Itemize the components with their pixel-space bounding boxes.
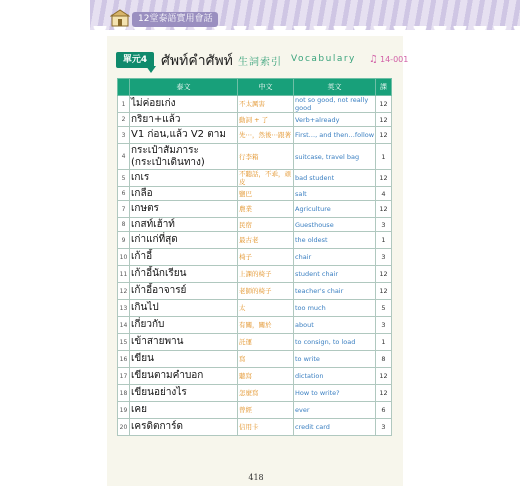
book-title: 12堂泰語實用會話 [132, 12, 218, 27]
english-meaning: suitcase, travel bag [294, 144, 376, 170]
chinese-meaning: 上課的椅子 [238, 266, 294, 283]
english-meaning: teacher's chair [294, 283, 376, 300]
thai-word: เครดิตการ์ด [130, 419, 238, 436]
thai-word: เกเร [130, 170, 238, 187]
english-meaning: salt [294, 187, 376, 201]
row-number: 6 [118, 187, 130, 201]
table-row [118, 317, 392, 334]
thai-word: เขียนตามคำบอก [130, 368, 238, 385]
thai-word: เก่าแก่ที่สุด [130, 232, 238, 249]
lesson-number: 12 [376, 201, 392, 218]
lesson-number: 12 [376, 283, 392, 300]
table-row [118, 419, 392, 436]
lesson-number: 6 [376, 402, 392, 419]
table-row [118, 334, 392, 351]
row-number: 11 [118, 266, 130, 283]
table-row [118, 368, 392, 385]
thai-word: เก้าอี้ [130, 249, 238, 266]
row-number: 12 [118, 283, 130, 300]
row-number: 16 [118, 351, 130, 368]
table-row [118, 218, 392, 232]
english-meaning: Verb+already [294, 113, 376, 127]
table-row [118, 300, 392, 317]
lesson-number: 12 [376, 266, 392, 283]
english-meaning: bad student [294, 170, 376, 187]
row-number: 9 [118, 232, 130, 249]
english-meaning: too much [294, 300, 376, 317]
badge-arrow-icon [146, 66, 156, 73]
chinese-meaning: 寫 [238, 351, 294, 368]
lesson-number: 12 [376, 96, 392, 113]
section-thai-title: ศัพท์คำศัพท์ [161, 53, 233, 69]
row-number: 10 [118, 249, 130, 266]
english-meaning: to consign, to load [294, 334, 376, 351]
table-row [118, 351, 392, 368]
thai-word: เกสท์เฮ้าท์ [130, 218, 238, 232]
chinese-meaning: 曾經 [238, 402, 294, 419]
lesson-number: 12 [376, 127, 392, 144]
table-row [118, 144, 392, 170]
table-row [118, 187, 392, 201]
table-row [118, 127, 392, 144]
table-row [118, 283, 392, 300]
lesson-number: 1 [376, 232, 392, 249]
table-row [118, 385, 392, 402]
row-number: 1 [118, 96, 130, 113]
row-number: 17 [118, 368, 130, 385]
table-row [118, 266, 392, 283]
row-number: 13 [118, 300, 130, 317]
chinese-meaning: 太 [238, 300, 294, 317]
english-meaning: Agriculture [294, 201, 376, 218]
english-meaning: How to write? [294, 385, 376, 402]
lesson-number: 4 [376, 187, 392, 201]
thai-word: เกษตร [130, 201, 238, 218]
thai-word: กริยา+แล้ว [130, 113, 238, 127]
thai-word: V1 ก่อน,แล้ว V2 ตาม [130, 127, 238, 144]
audio-track-icon[interactable]: ♫ [369, 54, 378, 65]
chinese-meaning: 最古老 [238, 232, 294, 249]
header-lesson: 課 [376, 79, 392, 96]
table-row [118, 402, 392, 419]
english-meaning: First…, and then…follow [294, 127, 376, 144]
row-number: 2 [118, 113, 130, 127]
table-row [118, 249, 392, 266]
thai-word: เกินไป [130, 300, 238, 317]
english-meaning: dictation [294, 368, 376, 385]
lesson-number: 5 [376, 300, 392, 317]
row-number: 7 [118, 201, 130, 218]
english-meaning: Guesthouse [294, 218, 376, 232]
english-meaning: student chair [294, 266, 376, 283]
english-meaning: not so good, not really good [294, 96, 376, 113]
thai-word: เกี่ยวกับ [130, 317, 238, 334]
row-number: 18 [118, 385, 130, 402]
english-meaning: the oldest [294, 232, 376, 249]
chinese-meaning: 動詞 + 了 [238, 113, 294, 127]
chinese-meaning: 不太厲害 [238, 96, 294, 113]
thai-word: ไม่ค่อยเก่ง [130, 96, 238, 113]
chinese-meaning: 不聽話，不乖，頑皮 [238, 170, 294, 187]
english-meaning: about [294, 317, 376, 334]
chinese-meaning: 農業 [238, 201, 294, 218]
lesson-number: 12 [376, 113, 392, 127]
chinese-meaning: 聽寫 [238, 368, 294, 385]
lesson-number: 3 [376, 249, 392, 266]
row-number: 4 [118, 144, 130, 170]
audio-track-code: 14-001 [380, 55, 409, 64]
table-row [118, 113, 392, 127]
lesson-number: 12 [376, 368, 392, 385]
lesson-number: 12 [376, 385, 392, 402]
lesson-number: 12 [376, 170, 392, 187]
row-number: 20 [118, 419, 130, 436]
english-meaning: credit card [294, 419, 376, 436]
thai-word: เก้าอี้อาจารย์ [130, 283, 238, 300]
chinese-meaning: 有關，關於 [238, 317, 294, 334]
lesson-number: 1 [376, 334, 392, 351]
section-english-title: Vocabulary [291, 54, 356, 64]
thai-word: เกลือ [130, 187, 238, 201]
chinese-meaning: 老師的椅子 [238, 283, 294, 300]
lesson-number: 3 [376, 419, 392, 436]
row-number: 19 [118, 402, 130, 419]
chinese-meaning: 先⋯，然後⋯跟著 [238, 127, 294, 144]
lesson-number: 3 [376, 218, 392, 232]
thai-word: เข้าสายพาน [130, 334, 238, 351]
table-row [118, 232, 392, 249]
row-number: 14 [118, 317, 130, 334]
header-thai: 泰文 [130, 79, 238, 96]
table-row [118, 96, 392, 113]
book-logo-icon [110, 9, 130, 27]
chinese-meaning: 託運 [238, 334, 294, 351]
chinese-meaning: 椅子 [238, 249, 294, 266]
section-badge: 單元4 [116, 52, 154, 68]
row-number: 15 [118, 334, 130, 351]
vocabulary-table [117, 78, 392, 436]
thai-word: เคย [130, 402, 238, 419]
page-number: 418 [248, 473, 264, 482]
lesson-number: 1 [376, 144, 392, 170]
header-chinese: 中文 [238, 79, 294, 96]
english-meaning: to write [294, 351, 376, 368]
thai-word: เก้าอี้นักเรียน [130, 266, 238, 283]
section-chinese-title: 生詞索引 [238, 57, 282, 68]
row-number: 8 [118, 218, 130, 232]
table-row [118, 201, 392, 218]
row-number: 3 [118, 127, 130, 144]
english-meaning: chair [294, 249, 376, 266]
chinese-meaning: 信用卡 [238, 419, 294, 436]
chinese-meaning: 怎麼寫 [238, 385, 294, 402]
chinese-meaning: 民宿 [238, 218, 294, 232]
table-row [118, 170, 392, 187]
header-number [118, 79, 130, 96]
table-body [118, 96, 392, 436]
thai-word: เขียน [130, 351, 238, 368]
row-number: 5 [118, 170, 130, 187]
lesson-number: 3 [376, 317, 392, 334]
english-meaning: ever [294, 402, 376, 419]
lesson-number: 8 [376, 351, 392, 368]
thai-word: กระเป๋าสัมภาระ (กระเป๋าเดินทาง) [130, 144, 238, 170]
chinese-meaning: 鹽巴 [238, 187, 294, 201]
table-header-row [118, 79, 392, 96]
thai-word: เขียนอย่างไร [130, 385, 238, 402]
header-english: 英文 [294, 79, 376, 96]
chinese-meaning: 行李箱 [238, 144, 294, 170]
